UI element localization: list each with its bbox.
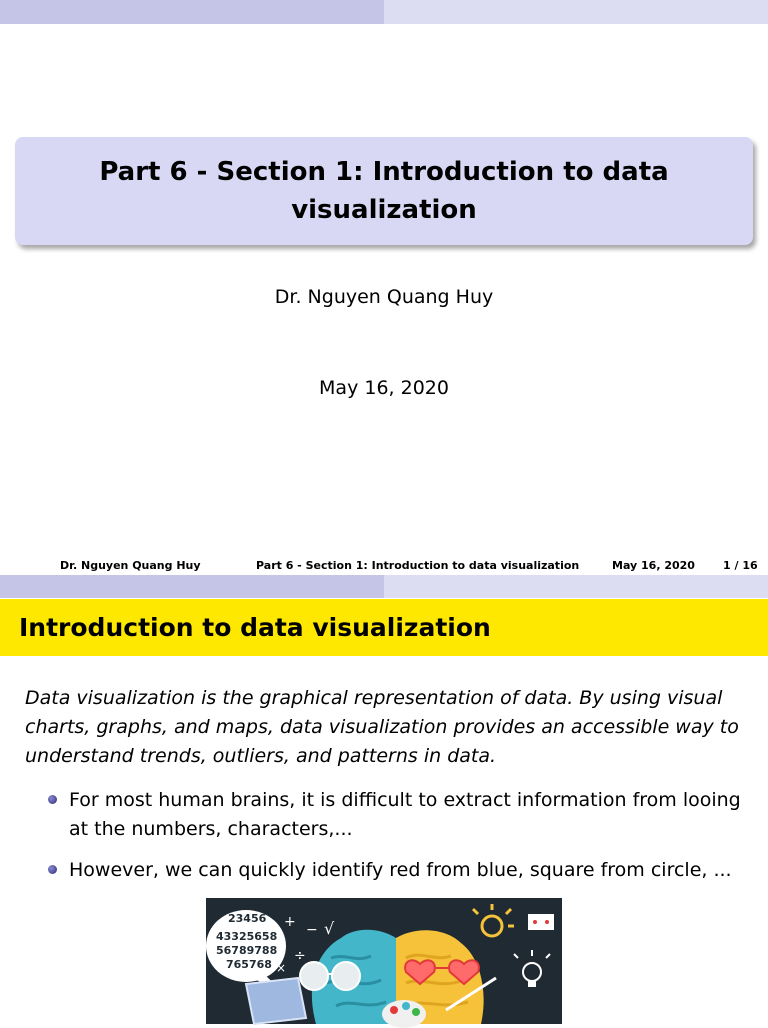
brain-illustration	[206, 898, 562, 1024]
illustration-number: 56789788	[216, 944, 278, 957]
intro-paragraph: Data visualization is the graphical representation of data. By using visual charts, graphs, and maps, data visualization provides an accessible way to understand trends, outliers, and patterns in data.	[25, 687, 739, 767]
illustration-number: 765768	[226, 958, 272, 971]
list-item	[45, 786, 755, 844]
frame-title: Introduction to data visualization	[19, 613, 491, 642]
svg-text:+: +	[284, 914, 296, 930]
presentation-date: May 16, 2020	[319, 377, 449, 399]
footer-page-number: 1 / 16	[723, 559, 758, 572]
top-bar-left	[0, 0, 384, 24]
author-name: Dr. Nguyen Quang Huy	[274, 286, 494, 308]
svg-text:÷: ÷	[294, 948, 306, 964]
svg-text:−: −	[306, 922, 318, 938]
slide-title: Part 6 - Section 1: Introduction to data visualization	[99, 157, 669, 225]
illustration-number: 23456	[228, 912, 267, 925]
svg-text:√: √	[324, 919, 335, 938]
title-box	[15, 137, 753, 245]
frame-header	[0, 599, 768, 656]
bullet-icon	[48, 795, 57, 804]
footer-date: May 16, 2020	[612, 559, 695, 572]
illustration-number: 43325658	[216, 930, 278, 943]
list-item	[45, 856, 755, 885]
footer-title: Part 6 - Section 1: Introduction to data visualization	[256, 559, 580, 572]
bullet-icon	[48, 865, 57, 874]
bullet-text: For most human brains, it is difficult to extract information from looing at the numbers, characters,...	[69, 789, 741, 840]
top-bar-right	[384, 0, 768, 24]
svg-text:×: ×	[276, 961, 287, 975]
bullet-text: However, we can quickly identify red from blue, square from circle, ...	[69, 859, 732, 881]
footer-author: Dr. Nguyen Quang Huy	[60, 559, 201, 572]
bullet-list	[45, 786, 755, 897]
